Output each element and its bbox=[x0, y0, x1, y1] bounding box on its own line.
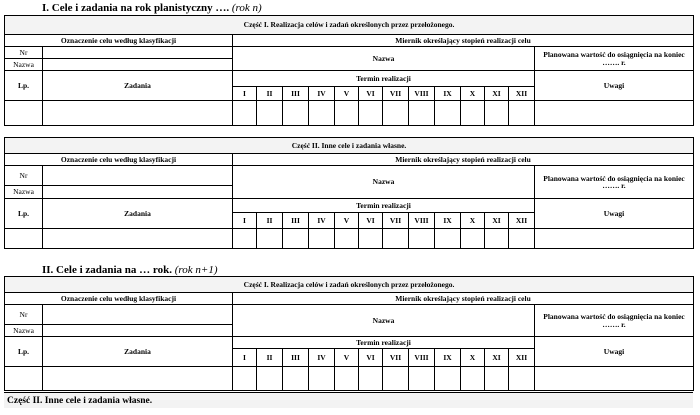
tasks-header: Zadania bbox=[43, 71, 233, 101]
nazwa-label: Nazwa bbox=[5, 186, 43, 199]
month-header: VI bbox=[359, 213, 383, 229]
month-header: XII bbox=[509, 213, 535, 229]
entry-cell[interactable] bbox=[509, 101, 535, 126]
year2-heading-note: (rok n+1) bbox=[174, 264, 218, 276]
month-header: VIII bbox=[409, 213, 435, 229]
planned-value-header: Planowana wartość do osiągnięcia na koniec ……. r. bbox=[535, 305, 694, 337]
entry-cell[interactable] bbox=[535, 229, 694, 249]
entry-cell[interactable] bbox=[283, 101, 309, 126]
header-row bbox=[5, 293, 694, 305]
year1-part1-block bbox=[4, 15, 693, 126]
planned-value-header: Planowana wartość do osiągnięcia na koniec ……. r. bbox=[535, 166, 694, 199]
month-header: IX bbox=[435, 87, 461, 101]
entry-cell[interactable] bbox=[335, 101, 359, 126]
entry-cell[interactable] bbox=[435, 229, 461, 249]
measure-header: Miernik określający stopień realizacji celu bbox=[233, 293, 694, 305]
measure-header: Miernik określający stopień realizacji celu bbox=[233, 35, 694, 47]
entry-cell[interactable] bbox=[435, 367, 461, 391]
entry-cell[interactable] bbox=[5, 367, 43, 391]
month-header: IX bbox=[435, 213, 461, 229]
deadline-row bbox=[5, 71, 694, 87]
year2-heading-text: II. Cele i zadania na … rok. bbox=[42, 264, 172, 276]
entry-cell[interactable] bbox=[485, 229, 509, 249]
nr-row bbox=[5, 47, 694, 59]
lp-header: Lp. bbox=[5, 337, 43, 367]
month-header: IV bbox=[309, 213, 335, 229]
month-header: V bbox=[335, 349, 359, 367]
month-header: IX bbox=[435, 349, 461, 367]
nazwa-label: Nazwa bbox=[5, 59, 43, 71]
nr-label: Nr bbox=[5, 305, 43, 325]
month-header: X bbox=[461, 349, 485, 367]
entry-cell[interactable] bbox=[43, 367, 233, 391]
nazwa-value-field[interactable] bbox=[43, 186, 233, 199]
entry-cell[interactable] bbox=[359, 229, 383, 249]
year1-part2-block bbox=[4, 137, 693, 249]
entry-cell[interactable] bbox=[309, 229, 335, 249]
remarks-header: Uwagi bbox=[535, 199, 694, 229]
year2-part2-title bbox=[4, 392, 693, 408]
month-header: II bbox=[257, 213, 283, 229]
classification-header: Oznaczenie celu według klasyfikacji bbox=[5, 154, 233, 166]
remarks-header: Uwagi bbox=[535, 337, 694, 367]
month-header: III bbox=[283, 213, 309, 229]
entry-cell[interactable] bbox=[485, 367, 509, 391]
month-header: X bbox=[461, 213, 485, 229]
tasks-header: Zadania bbox=[43, 337, 233, 367]
deadline-header: Termin realizacji bbox=[233, 71, 535, 87]
entry-cell[interactable] bbox=[359, 101, 383, 126]
nr-row bbox=[5, 166, 694, 186]
section-title-row bbox=[5, 138, 694, 154]
remarks-header: Uwagi bbox=[535, 71, 694, 101]
month-header: V bbox=[335, 213, 359, 229]
nr-row bbox=[5, 305, 694, 325]
entry-cell[interactable] bbox=[409, 229, 435, 249]
entry-cell[interactable] bbox=[509, 367, 535, 391]
month-header: XI bbox=[485, 87, 509, 101]
classification-header: Oznaczenie celu według klasyfikacji bbox=[5, 293, 233, 305]
entry-cell[interactable] bbox=[485, 101, 509, 126]
section-title-row bbox=[5, 16, 694, 35]
year1-part1-table bbox=[4, 15, 694, 126]
entry-cell[interactable] bbox=[309, 367, 335, 391]
entry-cell[interactable] bbox=[335, 229, 359, 249]
entry-cell[interactable] bbox=[257, 229, 283, 249]
entry-cell[interactable] bbox=[461, 367, 485, 391]
entry-cell[interactable] bbox=[535, 367, 694, 391]
header-row bbox=[5, 35, 694, 47]
nazwa-value-field[interactable] bbox=[43, 325, 233, 337]
entry-cell[interactable] bbox=[383, 101, 409, 126]
month-header: IV bbox=[309, 87, 335, 101]
nazwa-value-field[interactable] bbox=[43, 59, 233, 71]
month-header: VIII bbox=[409, 349, 435, 367]
header-row bbox=[5, 154, 694, 166]
month-header: I bbox=[233, 87, 257, 101]
entry-cell[interactable] bbox=[509, 229, 535, 249]
deadline-header: Termin realizacji bbox=[233, 199, 535, 213]
section-title: Część I. Realizacja celów i zadań określonych przez przełożonego. bbox=[5, 16, 694, 35]
entry-cell[interactable] bbox=[283, 229, 309, 249]
month-header: III bbox=[283, 349, 309, 367]
deadline-header: Termin realizacji bbox=[233, 337, 535, 349]
entry-cell[interactable] bbox=[233, 229, 257, 249]
entry-cell[interactable] bbox=[383, 229, 409, 249]
entry-cell[interactable] bbox=[43, 101, 233, 126]
year1-heading-note: (rok n) bbox=[231, 2, 262, 14]
year1-heading bbox=[42, 2, 262, 14]
nazwa-label: Nazwa bbox=[5, 325, 43, 337]
entry-cell[interactable] bbox=[233, 101, 257, 126]
deadline-row bbox=[5, 337, 694, 349]
entry-cell[interactable] bbox=[409, 101, 435, 126]
entry-row bbox=[5, 367, 694, 391]
entry-cell[interactable] bbox=[233, 367, 257, 391]
tasks-header: Zadania bbox=[43, 199, 233, 229]
lp-header: Lp. bbox=[5, 71, 43, 101]
entry-cell[interactable] bbox=[461, 229, 485, 249]
month-header: VII bbox=[383, 349, 409, 367]
month-header: VI bbox=[359, 87, 383, 101]
entry-cell[interactable] bbox=[359, 367, 383, 391]
year1-part2-table bbox=[4, 137, 694, 249]
classification-header: Oznaczenie celu według klasyfikacji bbox=[5, 35, 233, 47]
year2-part2-title-text: Część II. Inne cele i zadania własne. bbox=[7, 396, 153, 406]
entry-cell[interactable] bbox=[383, 367, 409, 391]
entry-cell[interactable] bbox=[5, 229, 43, 249]
month-header: X bbox=[461, 87, 485, 101]
entry-cell[interactable] bbox=[257, 367, 283, 391]
month-header: II bbox=[257, 349, 283, 367]
lp-header: Lp. bbox=[5, 199, 43, 229]
entry-cell[interactable] bbox=[535, 101, 694, 126]
section-title: Część II. Inne cele i zadania własne. bbox=[5, 138, 694, 154]
nr-value-field[interactable] bbox=[43, 47, 233, 59]
entry-cell[interactable] bbox=[5, 101, 43, 126]
nazwa-header: Nazwa bbox=[233, 166, 535, 199]
entry-row bbox=[5, 229, 694, 249]
month-header: IV bbox=[309, 349, 335, 367]
month-header: XII bbox=[509, 349, 535, 367]
month-header: XI bbox=[485, 213, 509, 229]
nr-value-field[interactable] bbox=[43, 305, 233, 325]
nr-value-field[interactable] bbox=[43, 166, 233, 186]
month-header: VII bbox=[383, 213, 409, 229]
entry-cell[interactable] bbox=[435, 101, 461, 126]
entry-cell[interactable] bbox=[283, 367, 309, 391]
year2-heading bbox=[42, 264, 218, 276]
year1-heading-text: I. Cele i zadania na rok planistyczny …. bbox=[42, 2, 230, 14]
entry-cell[interactable] bbox=[43, 229, 233, 249]
planned-value-header: Planowana wartość do osiągnięcia na koniec ……. r. bbox=[535, 47, 694, 71]
measure-header: Miernik określający stopień realizacji celu bbox=[233, 154, 694, 166]
month-header: V bbox=[335, 87, 359, 101]
entry-row bbox=[5, 101, 694, 126]
entry-cell[interactable] bbox=[257, 101, 283, 126]
month-header: XI bbox=[485, 349, 509, 367]
month-header: VII bbox=[383, 87, 409, 101]
nr-label: Nr bbox=[5, 166, 43, 186]
nazwa-header: Nazwa bbox=[233, 305, 535, 337]
month-header: II bbox=[257, 87, 283, 101]
month-header: XII bbox=[509, 87, 535, 101]
month-header: I bbox=[233, 213, 257, 229]
year2-part1-block bbox=[4, 276, 693, 391]
year2-part1-table bbox=[4, 276, 694, 391]
entry-cell[interactable] bbox=[309, 101, 335, 126]
section-title: Część I. Realizacja celów i zadań określonych przez przełożonego. bbox=[5, 277, 694, 293]
entry-cell[interactable] bbox=[409, 367, 435, 391]
nr-label: Nr bbox=[5, 47, 43, 59]
section-title-row bbox=[5, 277, 694, 293]
entry-cell[interactable] bbox=[461, 101, 485, 126]
month-header: I bbox=[233, 349, 257, 367]
month-header: III bbox=[283, 87, 309, 101]
deadline-row bbox=[5, 199, 694, 213]
nazwa-header: Nazwa bbox=[233, 47, 535, 71]
month-header: VI bbox=[359, 349, 383, 367]
month-header: VIII bbox=[409, 87, 435, 101]
entry-cell[interactable] bbox=[335, 367, 359, 391]
